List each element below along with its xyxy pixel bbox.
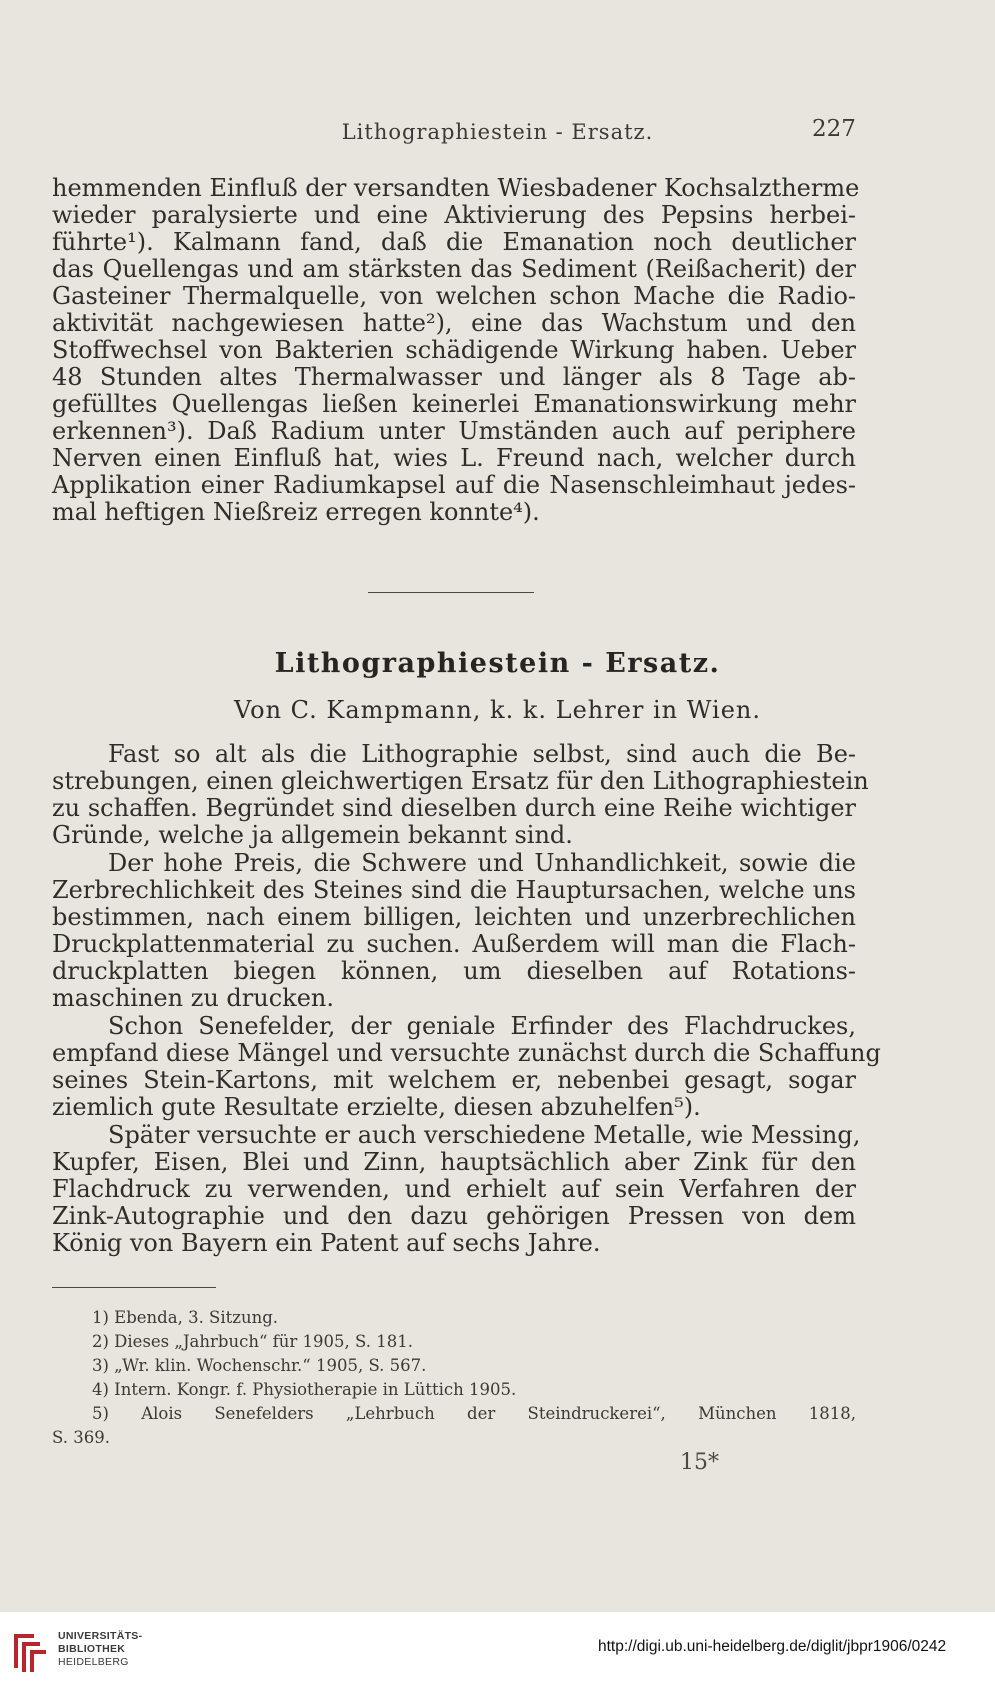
text-line: aktivität nachgewiesen hatte²), eine das Wachstum und den	[52, 309, 856, 337]
text-line: Flachdruck zu verwenden, und erhielt auf sein Verfahren der	[52, 1175, 856, 1203]
text-line: Schon Senefelder, der geniale Erfinder des Flachdruckes,	[108, 1012, 856, 1040]
text-line: Druckplattenmaterial zu suchen. Außerdem will man die Flach-	[52, 930, 856, 958]
page-number: 227	[812, 116, 856, 142]
text-line: hemmenden Einfluß der versandten Wiesbadener Kochsalztherme	[52, 174, 860, 202]
text-line: bestimmen, nach einem billigen, leichten und unzerbrechlichen	[52, 903, 856, 931]
text-line: Kupfer, Eisen, Blei und Zinn, hauptsächlich aber Zink für den	[52, 1148, 856, 1176]
text-line: maschinen zu drucken.	[52, 984, 334, 1012]
library-footer	[0, 1612, 995, 1690]
text-line: seines Stein-Kartons, mit welchem er, nebenbei gesagt, sogar	[52, 1066, 856, 1094]
library-name-line: BIBLIOTHEK	[58, 1643, 126, 1655]
text-line: wieder paralysierte und eine Aktivierung des Pepsins herbei-	[52, 201, 856, 229]
text-line: mal heftigen Nießreiz erregen konnte⁴).	[52, 498, 540, 526]
text-line: Später versuchte er auch verschiedene Metalle, wie Messing,	[108, 1121, 861, 1149]
text-line: Zink-Autographie und den dazu gehörigen Pressen von dem	[52, 1202, 856, 1230]
text-line: Der hohe Preis, die Schwere und Unhandlichkeit, sowie die	[108, 849, 856, 877]
text-line: 48 Stunden altes Thermalwasser und länger als 8 Tage ab-	[52, 363, 856, 391]
text-line: strebungen, einen gleichwertigen Ersatz für den Lithographiestein	[52, 767, 869, 795]
text-line: empfand diese Mängel und versuchte zunächst durch die Schaffung	[52, 1039, 881, 1067]
text-line: führte¹). Kalmann fand, daß die Emanation noch deutlicher	[52, 228, 856, 256]
text-line: ziemlich gute Resultate erzielte, diesen abzuhelfen⁵).	[52, 1093, 701, 1121]
section-divider	[368, 592, 534, 593]
text-line: erkennen³). Daß Radium unter Umständen auch auf periphere	[52, 417, 856, 445]
text-line: König von Bayern ein Patent auf sechs Jahre.	[52, 1229, 601, 1257]
footnote: 5) Alois Senefelders „Lehrbuch der Steindruckerei“, München 1818,	[92, 1404, 856, 1423]
running-head: Lithographiestein - Ersatz.	[341, 120, 654, 144]
text-line: Stoffwechsel von Bakterien schädigende Wirkung haben. Ueber	[52, 336, 856, 364]
document-url-link[interactable]: http://digi.ub.uni-heidelberg.de/diglit/jbpr1906/0242	[598, 1638, 947, 1655]
text-line: Gründe, welche ja allgemein bekannt sind.	[52, 821, 573, 849]
text-line: Fast so alt als die Lithographie selbst, sind auch die Be-	[108, 740, 856, 768]
library-name-line: UNIVERSITÄTS-	[58, 1630, 143, 1642]
text-line: Zerbrechlichkeit des Steines sind die Hauptursachen, welche uns	[52, 876, 856, 904]
footnote: 1) Ebenda, 3. Sitzung.	[92, 1308, 279, 1327]
text-line: Nerven einen Einfluß hat, wies L. Freund nach, welcher durch	[52, 444, 856, 472]
footnote: 3) „Wr. klin. Wochenschr.“ 1905, S. 567.	[92, 1356, 427, 1375]
text-line: zu schaffen. Begründet sind dieselben durch eine Reihe wichtiger	[52, 794, 856, 822]
library-logo-icon	[10, 1628, 50, 1674]
text-line: Applikation einer Radiumkapsel auf die Nasenschleimhaut jedes-	[52, 471, 856, 499]
text-line: druckplatten biegen können, um dieselben auf Rotations-	[52, 957, 856, 985]
library-name-line: HEIDELBERG	[58, 1656, 129, 1668]
footnote-divider	[52, 1287, 216, 1288]
text-line: gefülltes Quellengas ließen keinerlei Emanationswirkung mehr	[52, 390, 856, 418]
footnote: 2) Dieses „Jahrbuch“ für 1905, S. 181.	[92, 1332, 413, 1351]
footnote: 4) Intern. Kongr. f. Physiotherapie in Lüttich 1905.	[92, 1380, 517, 1399]
article-title: Lithographiestein - Ersatz.	[274, 648, 721, 679]
footnote: S. 369.	[52, 1428, 110, 1447]
sheet-signature: 15*	[680, 1450, 719, 1475]
text-line: das Quellengas und am stärksten das Sediment (Reißacherit) der	[52, 255, 856, 283]
text-line: Gasteiner Thermalquelle, von welchen schon Mache die Radio-	[52, 282, 856, 310]
article-byline: Von C. Kampmann, k. k. Lehrer in Wien.	[234, 696, 761, 724]
